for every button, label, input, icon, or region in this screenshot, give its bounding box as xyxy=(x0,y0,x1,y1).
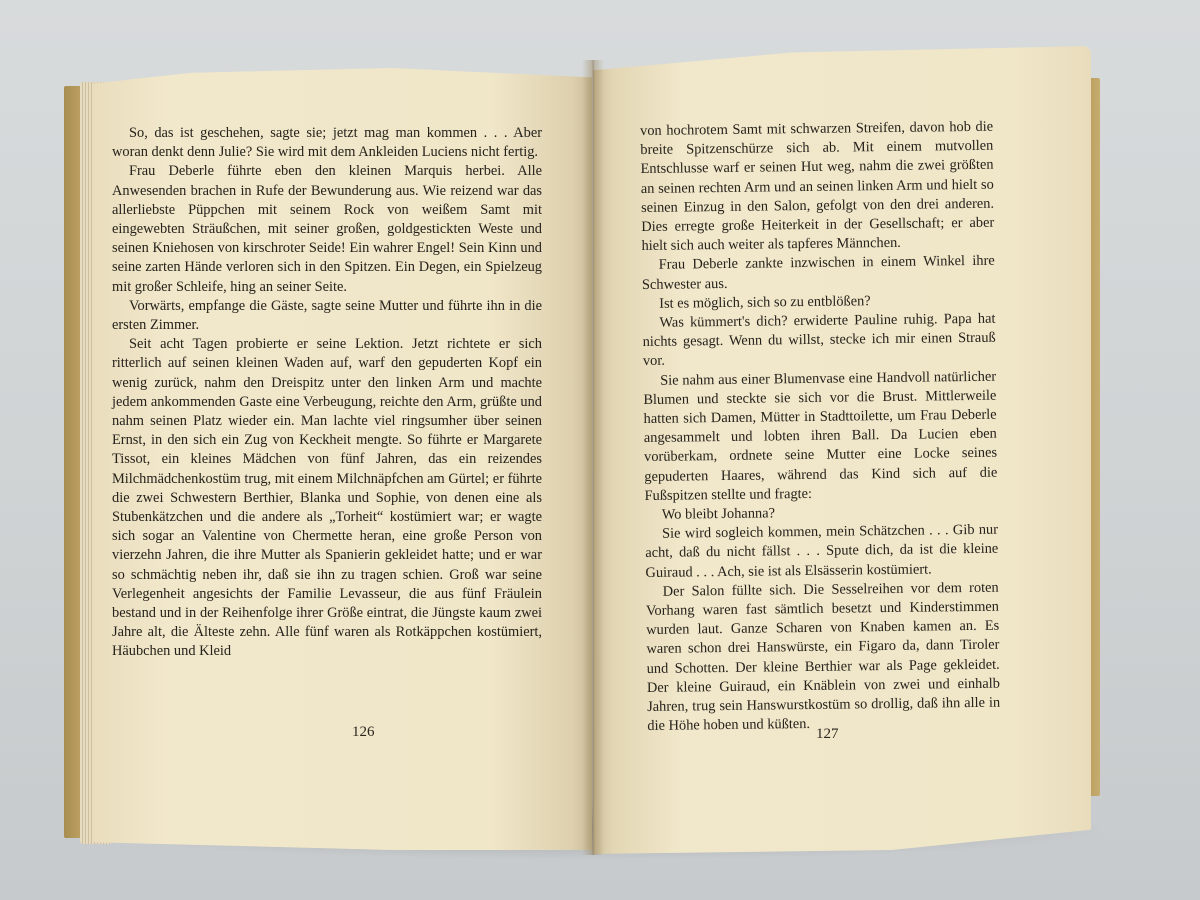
paragraph: Sie wird sogleich kommen, mein Schätzchen . . . Gib nur acht, daß du nicht fällst . . . Spute dich, da ist die kleine Guiraud . . . Ach, sie ist als Elsässerin kostümiert. xyxy=(645,521,999,581)
paragraph: Sie nahm aus einer Blumenvase eine Handvoll natürlicher Blumen und steckte sie sich vor die Brust. Mittlerweile hatten sich Damen, Mütter in Stadttoilette, um Frau Deberle angesammelt und lobten ihren Ball. Da Lucien eben vorüberkam, ordnete seine Mutter eine Locke seines gepuderten Haares, während das Kind sich auf die Fußspitzen stellte und fragte: xyxy=(643,368,998,504)
paragraph: So, das ist geschehen, sagte sie; jetzt mag man kommen . . . Aber woran denkt denn Julie? Sie wird mit dem Ankleiden Luciens nicht fertig. xyxy=(112,125,542,161)
paragraph: Wo bleibt Johanna? xyxy=(661,505,776,523)
paragraph: von hochrotem Samt mit schwarzen Streifen, davon hob die breite Spitzenschürze sich ab. Mit einem mutvollen Entschlusse warf er seinen Hut weg, nahm die zwei größten an seinen rechten Arm und an seinen linken Arm und hielt so seinen Einzug in den Salon, gefolgt von den drei anderen. Dies erregte große Heiterkeit in der Gesellschaft; er aber hielt sich auch weiter als tapferes Männchen. xyxy=(640,118,995,255)
book-gutter xyxy=(582,60,604,855)
paragraph: Ist es möglich, sich so zu entblößen? xyxy=(659,293,871,312)
paragraph: Frau Deberle zankte inzwischen in einem Winkel ihre Schwester aus. xyxy=(641,253,995,293)
page-number-right: 127 xyxy=(816,726,839,742)
paragraph: Vorwärts, empfange die Gäste, sagte seine Mutter und führte ihn in die ersten Zimmer. xyxy=(112,297,542,334)
paragraph: Seit acht Tagen probierte er seine Lektion. Jetzt richtete er sich ritterlich auf seinen kleinen Waden auf, warf den gepuderten Kopf ein wenig zurück, nahm den Dreispitz unter den linken Arm und machte jedem ankommenden Gaste eine Verbeugung, reichte den Arm, grüßte und nahm seinen Platz wieder ein. Man lachte viel ringsumher über seinen Ernst, in den sich ein Zug von Keckheit mengte. So führte er Margarete Tissot, ein kleines Mädchen von fünf Jahren, das ein reizendes Milchmädchenkostüm trug, mit einem Milchnäpfchen am Gürtel; er führte die zwei Schwestern Berthier, Blanka und Sophie, von denen eine als Stubenkätzchen und die andere als „Torheit“ kostümiert war; er wagte sich sogar an Valentine von Chermette heran, eine große Person von vierzehn Jahren, die ihre Mutter als Spanierin gekleidet hatte; und er war so schmächtig neben ihr, daß sie ihn zu tragen schien. Groß war seine Verlegenheit angesichts der Familie Levasseur, die aus fünf Fräulein bestand und in der Reihenfolge ihrer Größe eintrat, die Jüngste kaum zwei Jahre alt, die Älteste zehn. Alle fünf waren als Rotkäppchen kostümiert, Häubchen und Kleid xyxy=(112,336,542,660)
page-number-left: 126 xyxy=(352,724,375,740)
paragraph: Frau Deberle führte eben den kleinen Marquis herbei. Alle Anwesenden brachen in Rufe der Bewunderung aus. Wie reizend war das allerliebste Püppchen mit seinem Rock von weißem Samt mit eingewebten Sträußchen, mit seiner großen, goldgestickten Weste und seinen Kniehosen von kirschroter Seide! Ein wahrer Engel! Sein Kinn und seine zarten Hände verloren sich in den Spitzen. Ein Degen, ein Spielzeug mit großer Schleife, hing an seiner Seite. xyxy=(112,163,542,295)
paragraph: Was kümmert's dich? erwiderte Pauline ruhig. Papa hat nichts gesagt. Wenn du willst, stecke ich mir einen Strauß vor. xyxy=(642,310,996,370)
paragraph: Der Salon füllte sich. Die Sesselreihen vor dem roten Vorhang waren fast sämtlich besetzt und Kinderstimmen wurden laut. Ganze Scharen von Knaben kamen an. Es waren schon drei Hanswürste, ein Figaro da, dann Tiroler und Schotten. Der kleine Berthier war als Page gekleidet. Der kleine Guiraud, ein Knäblein von zwei und einhalb Jahren, trug sein Hanswurstkostüm so drollig, daß ihn alle in die Höhe hoben und küßten. xyxy=(645,579,1001,735)
right-page-text xyxy=(640,118,1000,737)
left-page-text xyxy=(112,124,542,662)
